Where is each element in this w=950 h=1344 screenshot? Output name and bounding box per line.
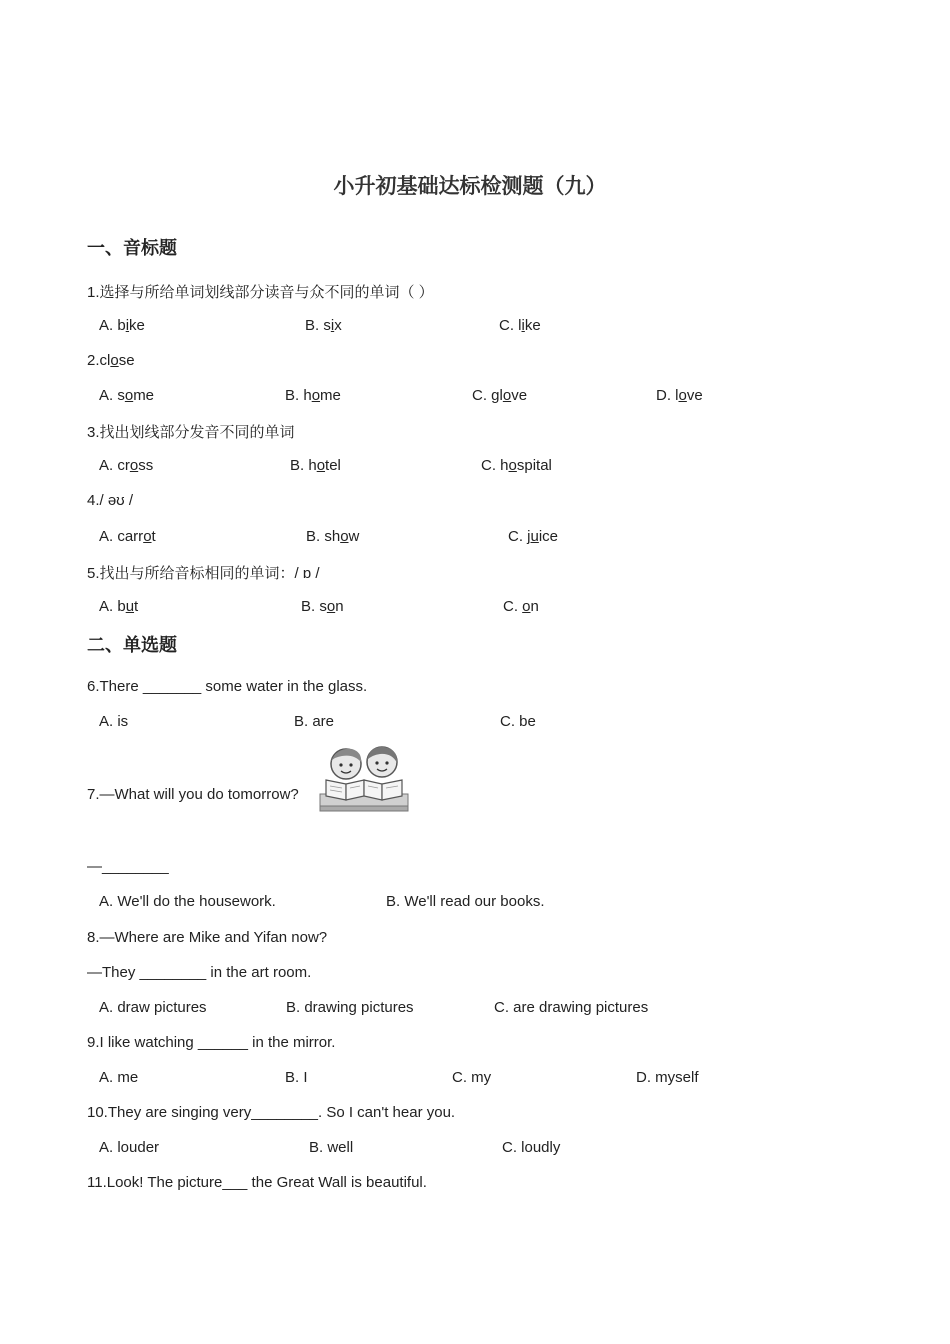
question-7: 7.—What will you do tomorrow? [87,786,299,803]
question-11: 11.Look! The picture___ the Great Wall is beautiful. [87,1174,427,1191]
option-4c: C. juice [508,528,559,545]
option-9d: D. myself [636,1069,699,1086]
page-title: 小升初基础达标检测题（九） [333,174,607,198]
option-9b: B. I [285,1069,308,1086]
option-1c: C. like [499,317,541,334]
option-10b: B. well [309,1139,354,1156]
option-6b: B. are [294,713,335,730]
question-1: 1.选择与所给单词划线部分读音与众不同的单词（ ） [87,284,434,301]
option-4a: A. carrot [99,528,156,545]
question-2: 2.close [87,352,135,369]
option-1a: A. bike [99,317,145,334]
children-reading-illustration [318,744,410,814]
option-8b: B. drawing pictures [286,999,414,1016]
question-8: 8.—Where are Mike and Yifan now? [87,929,328,946]
option-9c: C. my [452,1069,492,1086]
option-4b: B. show [306,528,360,545]
option-5a: A. but [99,598,139,615]
question-8-line-2: —They ________ in the art room. [87,964,312,981]
option-3b: B. hotel [290,457,341,474]
option-9a: A. me [99,1069,139,1086]
option-7a: A. We'll do the housework. [99,893,276,910]
question-3: 3.找出划线部分发音不同的单词 [87,424,295,441]
section-heading-phonetics: 一、音标题 [87,238,177,259]
option-10c: C. loudly [502,1139,561,1156]
question-4: 4./ əʊ / [87,492,134,509]
question-10: 10.They are singing very________. So I can't hear you. [87,1104,456,1121]
question-7-answer-blank: —________ [87,858,169,875]
question-9: 9.I like watching ______ in the mirror. [87,1034,336,1051]
question-5: 5.找出与所给音标相同的单词：/ ɒ / [87,565,320,582]
option-3c: C. hospital [481,457,552,474]
option-8c: C. are drawing pictures [494,999,649,1016]
option-6c: C. be [500,713,536,730]
option-5b: B. son [301,598,344,615]
option-8a: A. draw pictures [99,999,207,1016]
question-6: 6.There _______ some water in the glass. [87,678,368,695]
option-2c: C. glove [472,387,528,404]
option-2d: D. love [656,387,703,404]
section-heading-single-choice: 二、单选题 [87,635,177,656]
option-5c: C. on [503,598,539,615]
option-2b: B. home [285,387,341,404]
option-3a: A. cross [99,457,154,474]
option-7b: B. We'll read our books. [386,893,545,910]
option-2a: A. some [99,387,155,404]
option-1b: B. six [305,317,342,334]
option-6a: A. is [99,713,129,730]
option-10a: A. louder [99,1139,160,1156]
